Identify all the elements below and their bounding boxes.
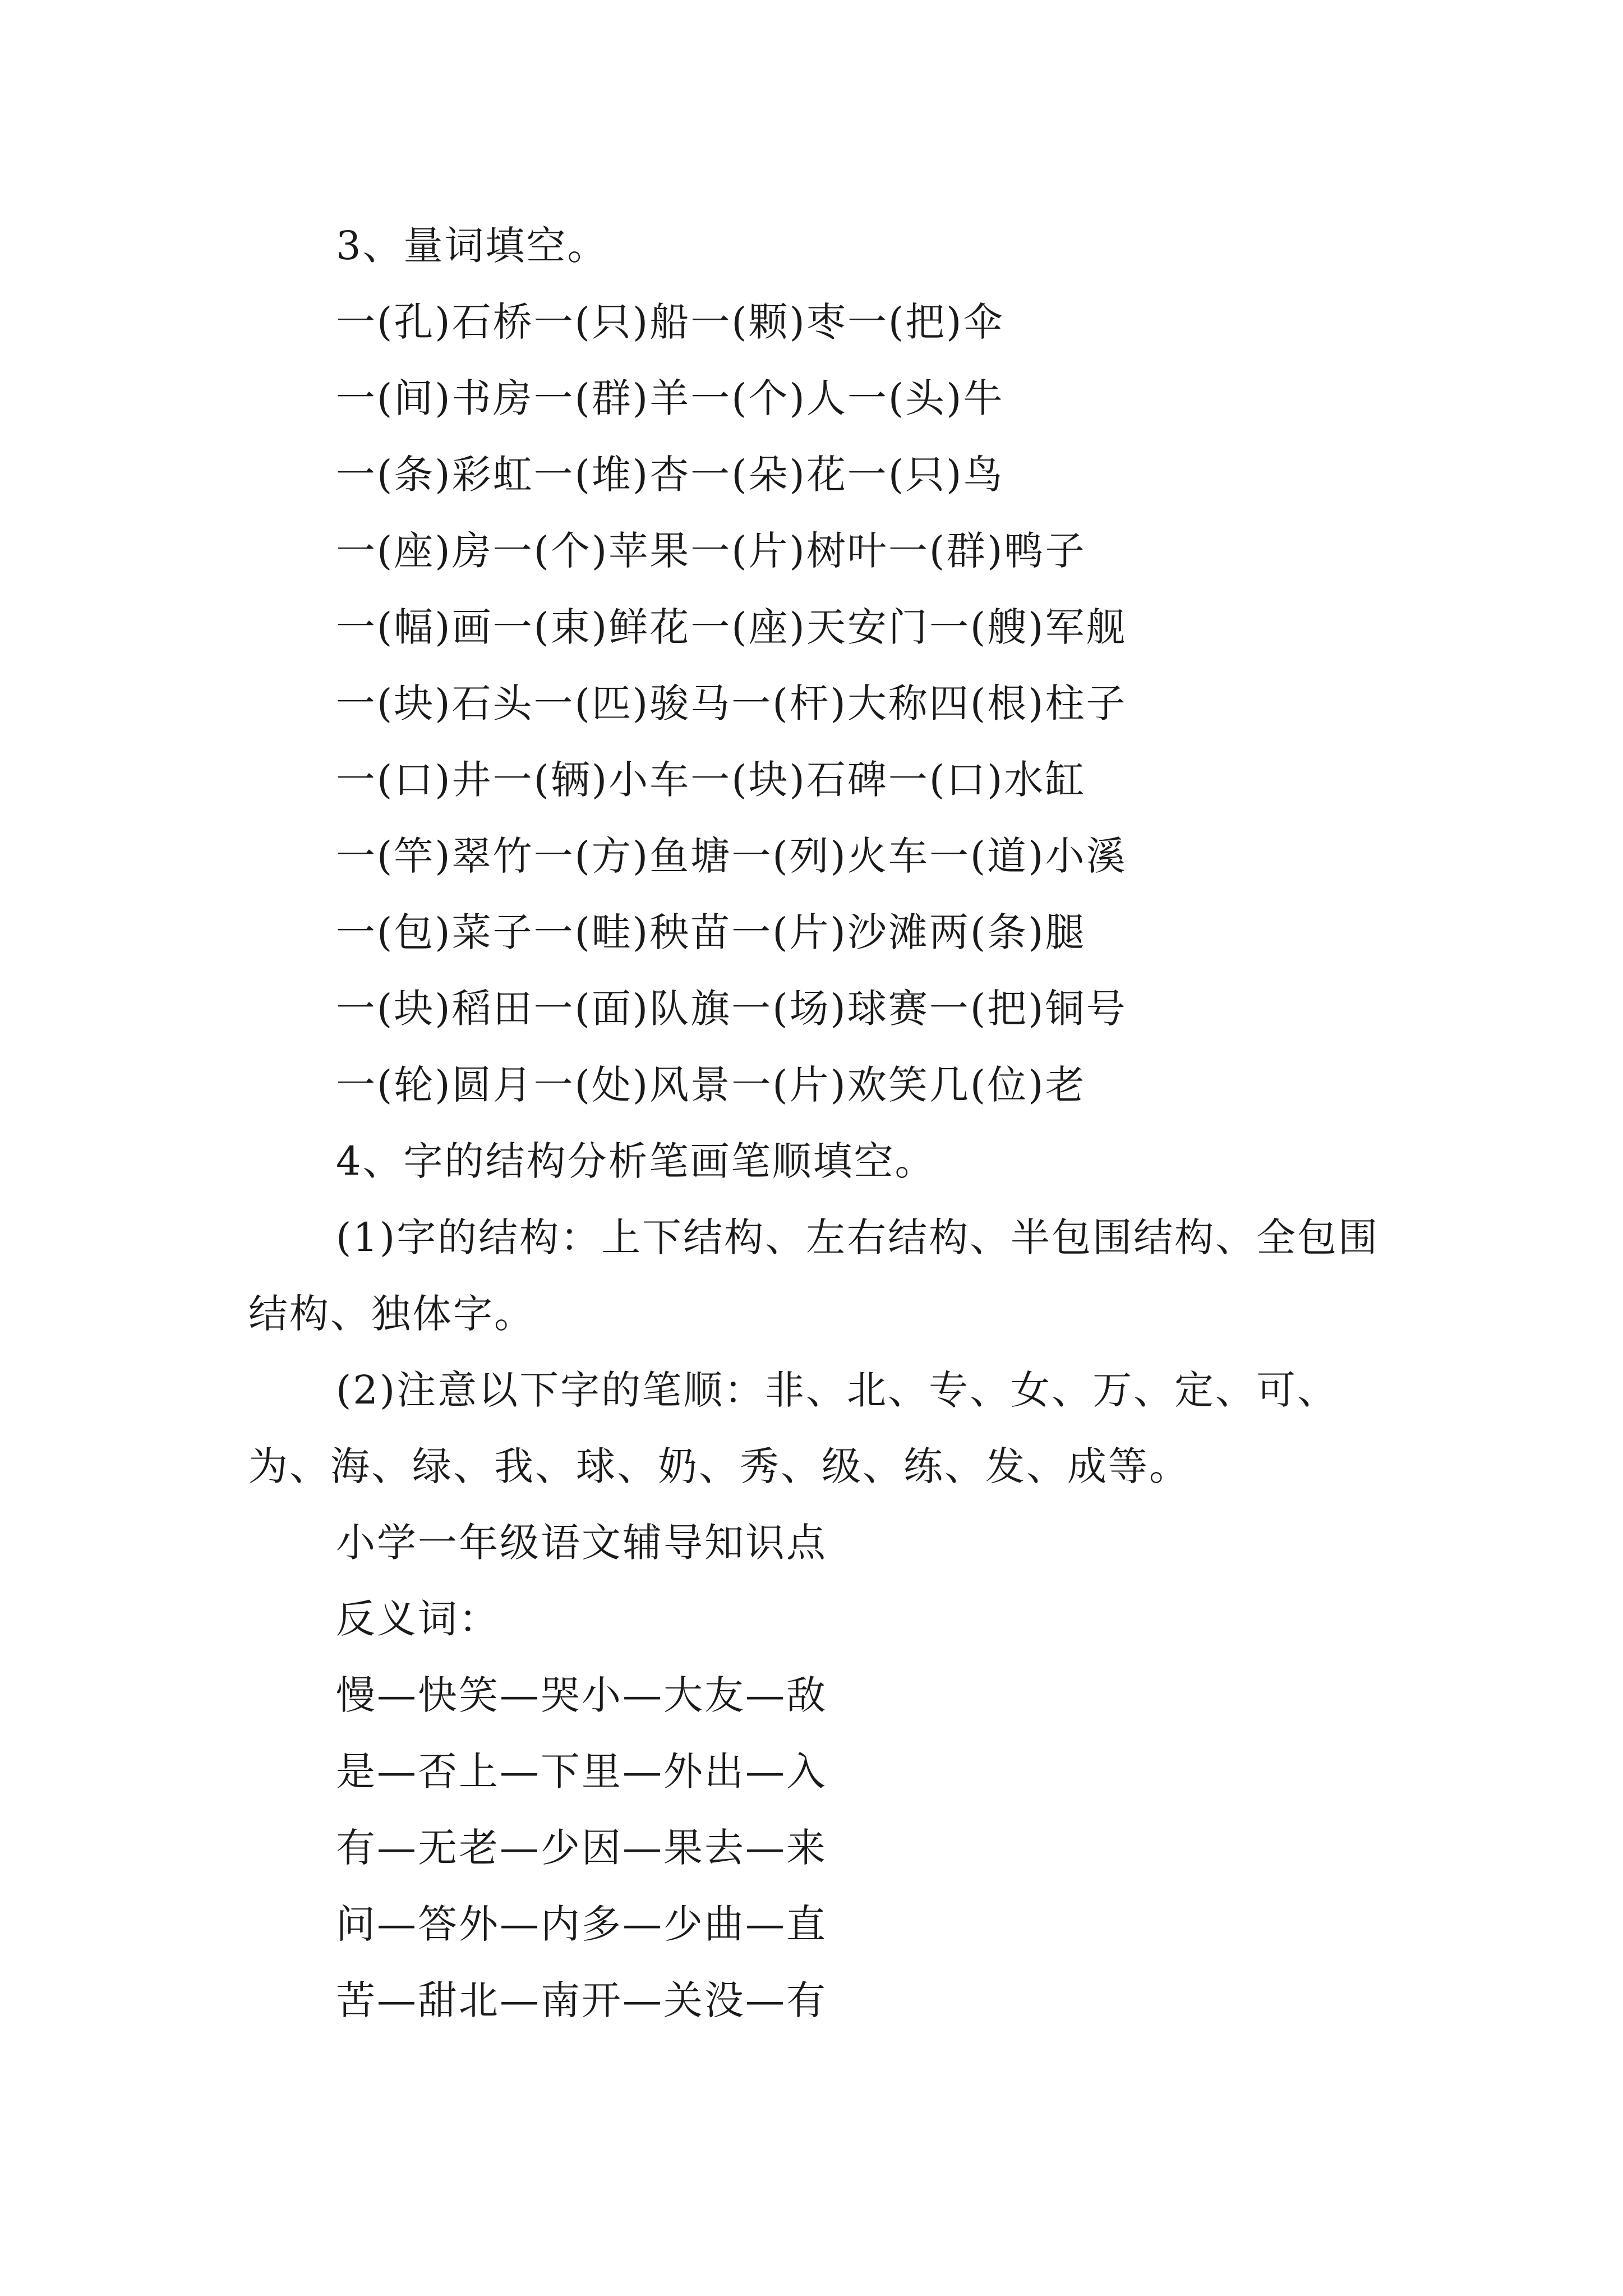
measure-word-list: [248, 284, 1426, 1123]
section-4-heading: 4、字的结构分析笔画笔顺填空。: [336, 1138, 936, 1184]
character-structure-paragraph: (1)字的结构：上下结构、左右结构、半包围结构、全包围结构、独体字。: [248, 1214, 1380, 1337]
antonym-line: 慢—快笑—哭小—大友—敌: [336, 1672, 827, 1718]
antonym-subtitle: 反义词：: [336, 1596, 500, 1642]
antonym-list: [248, 1657, 1426, 2039]
measure-word-line: 一(块)石头一(匹)骏马一(杆)大称四(根)柱子: [336, 680, 1127, 726]
measure-word-line: 一(幅)画一(束)鲜花一(座)天安门一(艘)军舰: [336, 604, 1127, 650]
stroke-order-paragraph: (2)注意以下字的笔顺：非、北、专、女、万、定、可、为、海、绿、我、球、奶、秀、级、练、发、成等。: [248, 1367, 1339, 1489]
measure-word-line: 一(间)书房一(群)羊一(个)人一(头)牛: [336, 375, 1004, 421]
measure-word-line: 一(轮)圆月一(处)风景一(片)欢笑几(位)老: [336, 1062, 1086, 1108]
measure-word-line: 一(竿)翠竹一(方)鱼塘一(列)火车一(道)小溪: [336, 833, 1127, 879]
antonym-line: 是—否上—下里—外出—入: [336, 1749, 827, 1795]
measure-word-line: 一(块)稻田一(面)队旗一(场)球赛一(把)铜号: [336, 986, 1127, 1032]
measure-word-line: 一(包)菜子一(畦)秧苗一(片)沙滩两(条)腿: [336, 909, 1086, 955]
measure-word-line: 一(孔)石桥一(只)船一(颗)枣一(把)伞: [336, 299, 1004, 345]
measure-word-line: 一(条)彩虹一(堆)杏一(朵)花一(只)鸟: [336, 452, 1004, 498]
antonym-line: 问—答外—内多—少曲—直: [336, 1901, 827, 1947]
document-body: [248, 208, 1426, 2039]
section-3-heading: 3、量词填空。: [336, 223, 608, 269]
knowledge-title: 小学一年级语文辅导知识点: [336, 1520, 827, 1566]
antonym-line: 苦—甜北—南开—关没—有: [336, 1977, 827, 2023]
measure-word-line: 一(座)房一(个)苹果一(片)树叶一(群)鸭子: [336, 528, 1086, 574]
measure-word-line: 一(口)井一(辆)小车一(块)石碑一(口)水缸: [336, 757, 1086, 803]
antonym-line: 有—无老—少因—果去—来: [336, 1825, 827, 1871]
